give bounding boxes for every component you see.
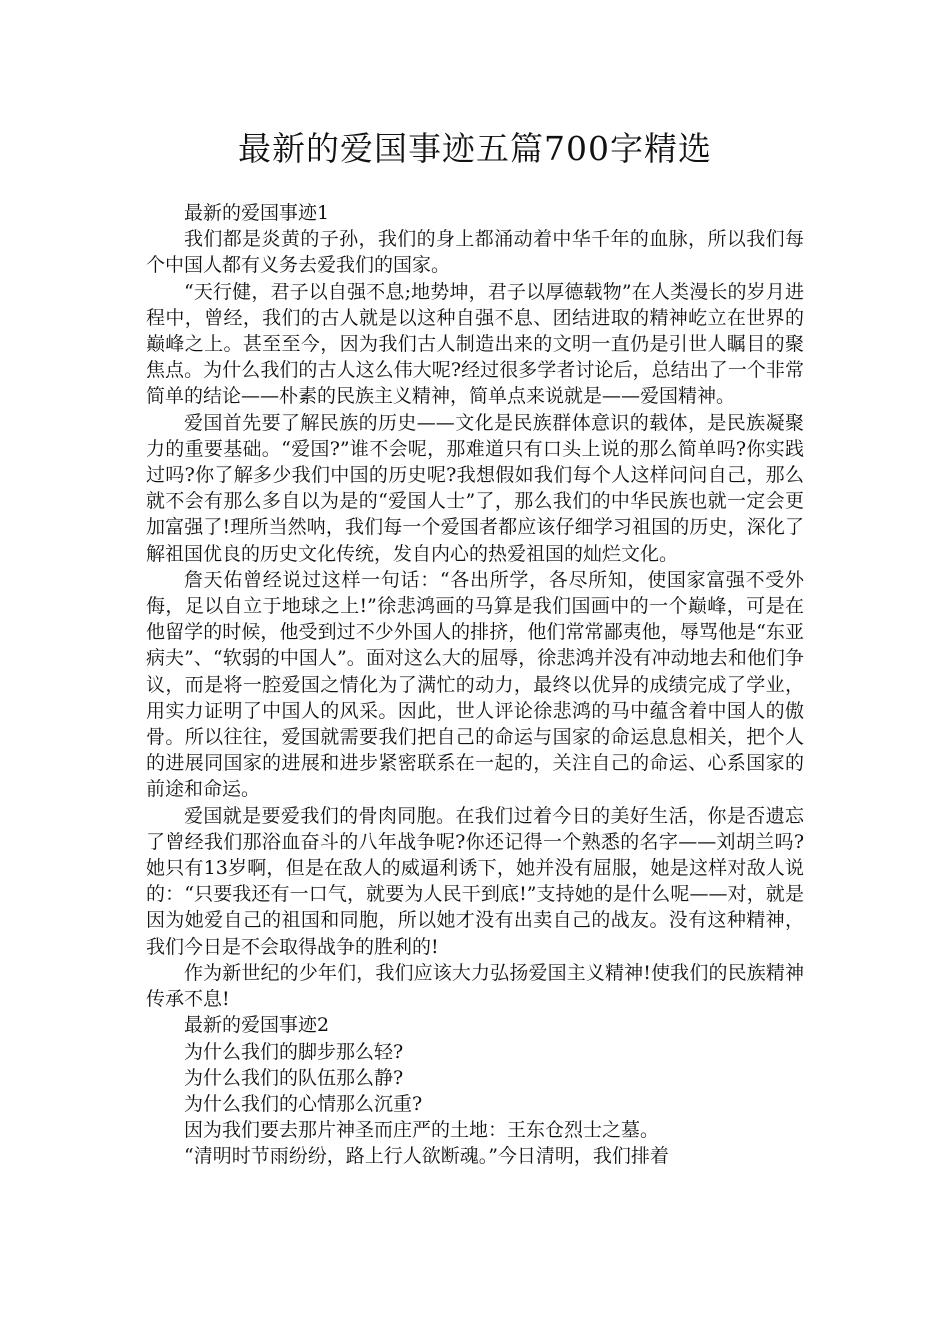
paragraph: 我们都是炎黄的子孙，我们的身上都涌动着中华千年的血脉，所以我们每个中国人都有义务去爱我们的国家。 xyxy=(146,228,804,277)
document-title: 最新的爱国事迹五篇700字精选 xyxy=(238,129,712,168)
document-body xyxy=(146,200,804,1170)
paragraph: 作为新世纪的少年们，我们应该大力弘扬爱国主义精神!使我们的民族精神传承不息! xyxy=(146,961,804,1011)
paragraph: 为什么我们的脚步那么轻? xyxy=(184,1040,404,1063)
paragraph: 爱国就是要爱我们的骨肉同胞。在我们过着今日的美好生活，你是否遗忘了曾经我们那浴血奋斗的八年战争呢?你还记得一个熟悉的名字——刘胡兰吗?她只有13岁啊，但是在敌人的威逼利诱下，她并没有屈服，她是这样对敌人说的：“只要我还有一口气，就要为人民干到底!”支持她的是什么呢——对，就是因为她爱自己的祖国和同胞，所以她才没有出卖自己的战友。没有这种精神，我们今日是不会取得战争的胜利的! xyxy=(146,804,804,958)
paragraph: 詹天佑曾经说过这样一句话：“各出所学，各尽所知，使国家富强不受外侮，足以自立于地球之上!”徐悲鸿画的马算是我们国画中的一个巅峰，可是在他留学的时候，他受到过不少外国人的排挤，他们常常鄙夷他，辱骂他是“东亚病夫”、“软弱的中国人”。面对这么大的屈辱，徐悲鸿并没有冲动地去和他们争议，而是将一腔爱国之情化为了满忙的动力，最终以优异的成绩完成了学业，用实力证明了中国人的风采。因此，世人评论徐悲鸿的马中蕴含着中国人的傲骨。所以往往，爱国就需要我们把自己的命运与国家的命运息息相关，把个人的进展同国家的进展和进步紧密联系在一起的，关注自己的命运、心系国家的前途和命运。 xyxy=(146,568,804,801)
section-heading: 最新的爱国事迹1 xyxy=(184,202,330,224)
paragraph: “天行健，君子以自强不息;地势坤，君子以厚德载物”在人类漫长的岁月进程中，曾经，我们的古人就是以这种自强不息、团结进取的精神屹立在世界的巅峰之上。甚至至今，因为我们古人制造出来的文明一直仍是引世人瞩目的聚焦点。为什么我们的古人这么伟大呢?经过很多学者讨论后，总结出了一个非常简单的结论——朴素的民族主义精神，简单点来说就是——爱国精神。 xyxy=(146,280,804,408)
paragraph: “清明时节雨纷纷，路上行人欲断魂。”今日清明，我们排着 xyxy=(184,1145,669,1168)
paragraph: 因为我们要去那片神圣而庄严的土地：王东仓烈士之墓。 xyxy=(184,1119,660,1142)
section-heading: 最新的爱国事迹2 xyxy=(184,1014,330,1037)
paragraph: 为什么我们的队伍那么静? xyxy=(184,1066,404,1089)
paragraph: 爱国首先要了解民族的历史——文化是民族群体意识的载体，是民族凝聚力的重要基础。“爱国?”谁不会呢，那难道只有口头上说的那么简单吗?你实践过吗?你了解多少我们中国的历史呢?我想假如我们每个人这样问问自己，那么就不会有那么多自以为是的“爱国人士”了，那么我们的中华民族也就一定会更加富强了!理所当然呐，我们每一个爱国者都应该仔细学习祖国的历史，深化了解祖国优良的历史文化传统，发自内心的热爱祖国的灿烂文化。 xyxy=(146,411,804,565)
paragraph: 为什么我们的心情那么沉重? xyxy=(184,1092,423,1115)
